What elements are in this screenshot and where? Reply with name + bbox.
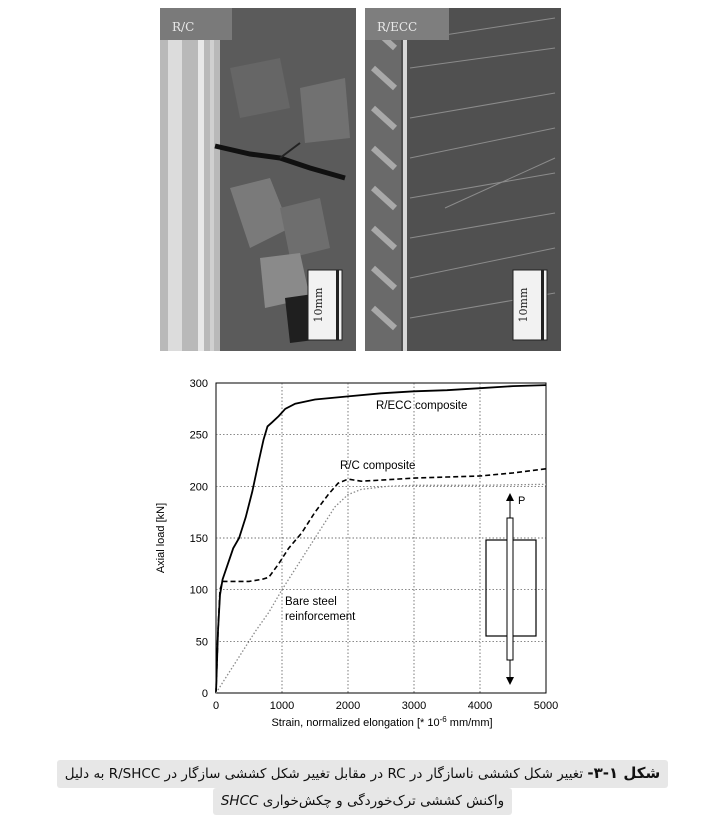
- rc-specimen-image: [160, 8, 356, 351]
- recc-photo-label: R/ECC: [377, 20, 418, 34]
- y-tick-label: 300: [189, 378, 208, 390]
- caption-text-2: واکنش کششی ترک‌خوردگی و چکش‌خواری: [262, 793, 505, 809]
- y-tick-label: 200: [189, 481, 208, 494]
- x-tick-label: 3000: [401, 700, 427, 712]
- rc-photo-label: R/C: [172, 20, 195, 34]
- series-line-dashed: [216, 469, 546, 693]
- caption-text-1: تغییر شکل کششی ناسازگار در RC در مقابل تغییر شکل کششی سازگار در R/SHCC به دلیل: [64, 766, 584, 782]
- caption-line-2: [213, 788, 512, 815]
- x-tick-label: 2000: [335, 700, 361, 712]
- y-axis-label: Axial load [kN]: [155, 502, 167, 574]
- x-tick-label: 0: [212, 700, 220, 712]
- rc-scale-label: 10mm: [312, 287, 325, 323]
- bare-steel-label-line1: Bare steel: [285, 596, 337, 608]
- y-tick-label: 100: [189, 584, 208, 597]
- figure-caption: [10, 760, 715, 815]
- series-line-dotted: [216, 484, 546, 693]
- bare-steel-label-line2: reinforcement: [285, 611, 356, 623]
- y-tick-label: 0: [201, 688, 208, 700]
- y-tick-label: 250: [189, 429, 208, 442]
- force-label-p: P: [518, 495, 526, 507]
- series-line-solid: [216, 385, 546, 693]
- x-tick-label: 4000: [467, 700, 493, 712]
- rc-series-label: R/C composite: [340, 460, 416, 472]
- photo-rc-specimen: [160, 8, 356, 351]
- series-lines: [216, 385, 546, 693]
- y-tick-label: 50: [195, 636, 208, 649]
- x-axis-label: Strain, normalized elongation [* $10^{-6}$ mm/mm]: [271, 715, 493, 729]
- caption-latin-term: SHCC: [220, 793, 259, 809]
- caption-figure-label: شکل ۱-۳-: [587, 764, 661, 782]
- chart-svg: [150, 368, 570, 748]
- load-strain-chart: [150, 368, 570, 748]
- y-tick-label: 150: [189, 533, 208, 545]
- x-tick-label: 1000: [269, 700, 295, 712]
- grid-lines: [216, 383, 546, 693]
- caption-line-1: [57, 760, 669, 788]
- recc-specimen-image: [365, 8, 561, 351]
- recc-series-label: R/ECC composite: [376, 400, 468, 412]
- recc-scale-label: 10mm: [517, 287, 530, 323]
- tick-labels: [190, 378, 559, 712]
- x-tick-label: 5000: [533, 700, 559, 712]
- specimen-diagram: [486, 493, 536, 685]
- photo-recc-specimen: [365, 8, 561, 351]
